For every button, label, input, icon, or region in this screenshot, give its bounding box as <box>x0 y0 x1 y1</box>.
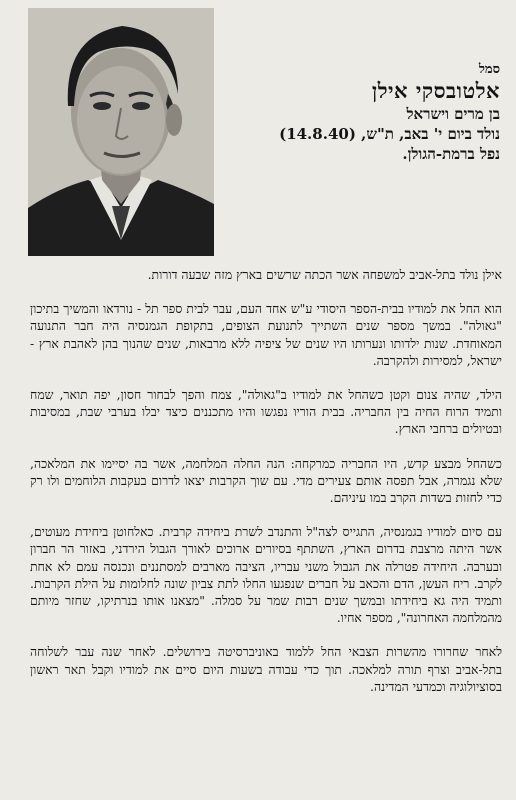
portrait-photo <box>28 8 214 256</box>
biography-text <box>30 266 502 712</box>
paragraph: עם סיום למודיו בגמנסיה, התגייס לצה"ל והתנדב לשרת ביחידה קרבית. כאלחוטן ביחידת מעוטים, אשר היתה מרצבת בדרום הארץ, השתתף בסיורים ארוכים לאורך הגבול הירדני, באזור הר חברון ובערבה. היחידה פטרלה את הגבול משני עבריו, הציבה מארבים למסתננים ונכנסה עמם לא אחת לקרב. ריח העשן, הדם והכאב על חברים שנפגעו החלו לתת צביון שונה לחלומות על הילת הקרבות. ותמיד היה גא ביחידתו ובמשך שנים רבות שמר על סמלה. "מצאנו אותו בנרתיקו, שחזר מיותם מהמלחמה האחרונה", מספר אחיו. <box>30 524 502 626</box>
parents-line: בן מרים וישראל <box>406 105 500 123</box>
paragraph: כשהחל מבצע קדש, היו החבריה כמרקחה: הנה החלה המלחמה, אשר בה יסיימו את המלאכה, שלא נגמרה, אבל תפסה אותם צעירים מדי. עם שוך הקרבות יצאו לדרום בעקבות הלוחמים ולו רק כדי לחזות בשדות הקרב במו עיניהם. <box>30 455 502 506</box>
paragraph: לאחר שחרורו מהשרות הצבאי החל ללמוד באוניברסיטה בירושלים. לאחר שנה עבר לשלוחה בתל-אביב וצרף תורה למלאכה. תוך כדי עבודה בשעות היום סיים את למודיו וקבל תאר ראשון בסוציולוגיה וכמדעי המדינה. <box>30 644 502 694</box>
portrait-image <box>28 8 214 256</box>
paragraph: הוא החל את למודיו בבית-הספר היסודי ע"ש אחד העם, עבר לבית ספר תל - נורדאו והמשיך בתיכון "גאולה". במשך מספר שנים השתייך לתנועת הצופים, בתקופת הגמנסיה היה חבר התנועה המאוחדת. שנות ילדותו ונערותו היו שנים של ציפיה ללא מרבאות, שנים שהנוך בהן לאהבת ארץ - ישראל, למסירות ולהקרבה. <box>30 301 502 368</box>
paragraph: אילן נולד בתל-אביב למשפחה אשר הכתה שרשים בארץ מזה שבעה דורות. <box>147 267 502 282</box>
paragraph: הילד, שהיה צנום וקטן כשהחל את למודיו ב"גאולה", צמח והפך לבחור חסון, יפה תואר, שמח ותמיד הרוח החיה בין החבריה. בבית הוריו נפגשו והיו מתכננים כיצד יבלו בערבי שבת, במסיבות ובטיולים ברחבי הארץ. <box>30 387 502 437</box>
soldier-name: אלטובסקי אילן <box>371 78 500 103</box>
rank: סמל <box>478 62 500 77</box>
fell-line: נפל ברמת-הגולן. <box>402 145 500 163</box>
header <box>232 62 500 164</box>
birth-line: נולד ביום י' באב, ת"ש, (14.8.40) <box>279 125 500 143</box>
